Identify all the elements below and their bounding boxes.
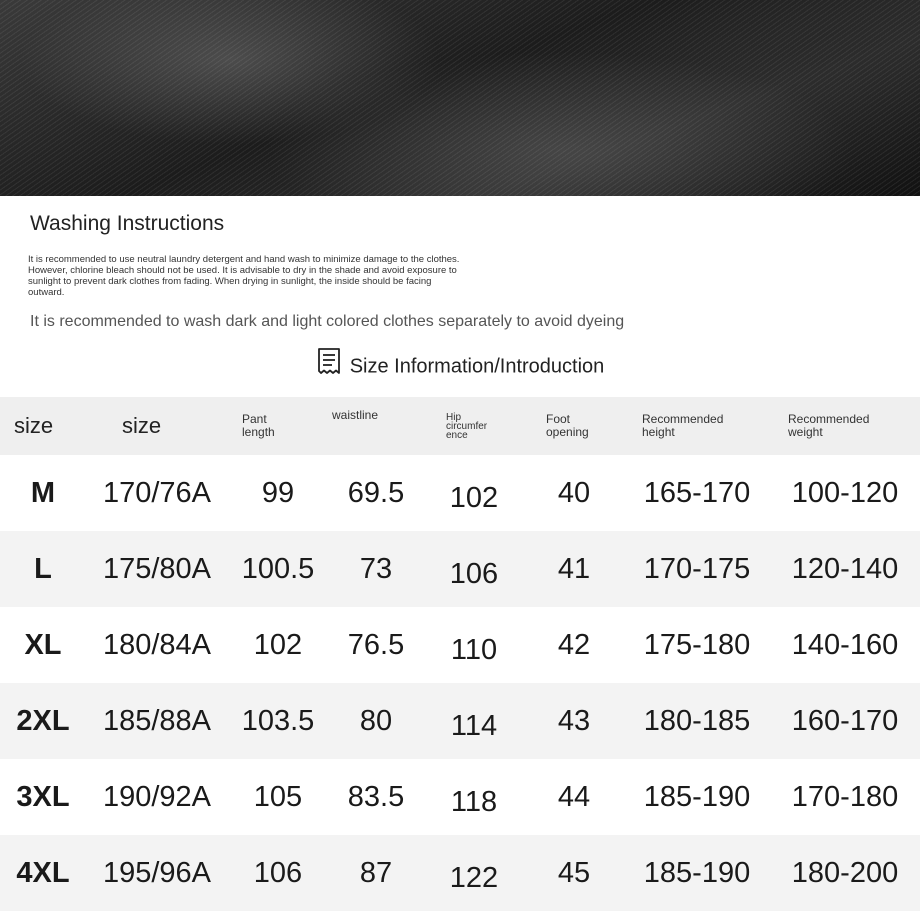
cell-height: 185-190 xyxy=(643,780,751,813)
cell-size: M xyxy=(30,476,56,509)
cell-size-code: 195/96A xyxy=(86,835,228,911)
cell-hip: 122 xyxy=(424,835,524,911)
header-hip-circumference: Hip circumfer ence xyxy=(424,397,524,455)
cell-size-code: 175/80A xyxy=(86,531,228,607)
cell-height: 175-180 xyxy=(643,628,751,661)
cell-foot-opening: 45 xyxy=(524,835,624,911)
table-row xyxy=(0,455,920,531)
cell-size-code: 170/76A xyxy=(102,476,212,509)
cell-weight: 100-120 xyxy=(791,476,899,509)
cell-pant-length: 103.5 xyxy=(228,683,328,759)
cell-pant-length: 100.5 xyxy=(228,531,328,607)
cell-waistline: 80 xyxy=(328,683,424,759)
washing-description xyxy=(28,254,648,298)
washing-line: sunlight to prevent dark clothes from fading. When drying in sunlight, the inside should be facing xyxy=(28,276,432,287)
header-size-code: size xyxy=(86,397,228,455)
cell-waistline: 73 xyxy=(328,531,424,607)
washing-title: Washing Instructions xyxy=(30,212,225,235)
cell-hip: 102 xyxy=(449,481,499,514)
cell-weight: 180-200 xyxy=(770,835,920,911)
cell-size-code: 190/92A xyxy=(102,780,212,813)
cell-foot-opening: 40 xyxy=(557,476,591,509)
cell-hip: 118 xyxy=(450,785,498,818)
size-section-heading xyxy=(0,349,920,385)
fabric-photo xyxy=(0,0,920,196)
washing-line: It is recommended to use neutral laundry detergent and hand wash to minimize damage to the clothes. xyxy=(28,254,460,265)
header-recommended-weight: Recommended weight xyxy=(770,397,920,455)
cell-size: L xyxy=(0,531,86,607)
washing-note: It is recommended to wash dark and light colored clothes separately to avoid dyeing xyxy=(30,313,625,330)
cell-height: 185-190 xyxy=(624,835,770,911)
cell-pant-length: 102 xyxy=(253,628,303,661)
table-row xyxy=(0,759,920,835)
cell-weight: 160-170 xyxy=(770,683,920,759)
cell-size: XL xyxy=(24,628,62,661)
receipt-icon xyxy=(316,347,342,383)
cell-waistline: 87 xyxy=(328,835,424,911)
cell-foot-opening: 43 xyxy=(524,683,624,759)
table-header-row xyxy=(0,397,920,455)
cell-pant-length: 106 xyxy=(228,835,328,911)
cell-height: 165-170 xyxy=(643,476,751,509)
cell-height: 170-175 xyxy=(624,531,770,607)
size-section-title: Size Information/Introduction xyxy=(349,355,605,378)
size-table xyxy=(0,397,920,911)
header-size: size xyxy=(0,397,86,455)
header-foot-opening: Foot opening xyxy=(524,397,624,455)
cell-size: 4XL xyxy=(0,835,86,911)
cell-hip: 106 xyxy=(424,531,524,607)
cell-waistline: 69.5 xyxy=(347,476,405,509)
cell-foot-opening: 44 xyxy=(557,780,591,813)
washing-line: outward. xyxy=(28,287,65,298)
header-recommended-height: Recommended height xyxy=(624,397,770,455)
table-row xyxy=(0,683,920,759)
cell-weight: 120-140 xyxy=(770,531,920,607)
cell-hip: 110 xyxy=(450,633,498,666)
washing-line: However, chlorine bleach should not be used. It is advisable to dry in the shade and avoid exposure to xyxy=(28,265,457,276)
cell-size-code: 180/84A xyxy=(102,628,212,661)
cell-size-code: 185/88A xyxy=(86,683,228,759)
cell-height: 180-185 xyxy=(624,683,770,759)
cell-foot-opening: 42 xyxy=(557,628,591,661)
table-row xyxy=(0,531,920,607)
cell-weight: 170-180 xyxy=(791,780,899,813)
table-row xyxy=(0,835,920,911)
cell-weight: 140-160 xyxy=(791,628,899,661)
cell-hip: 114 xyxy=(424,683,524,759)
table-row xyxy=(0,607,920,683)
cell-pant-length: 99 xyxy=(261,476,295,509)
cell-waistline: 76.5 xyxy=(347,628,405,661)
cell-waistline: 83.5 xyxy=(347,780,405,813)
cell-size: 3XL xyxy=(16,780,70,813)
cell-foot-opening: 41 xyxy=(524,531,624,607)
cell-pant-length: 105 xyxy=(253,780,303,813)
header-pant-length: Pant length xyxy=(228,397,328,455)
header-waistline: waistline xyxy=(328,397,424,455)
cell-size: 2XL xyxy=(0,683,86,759)
